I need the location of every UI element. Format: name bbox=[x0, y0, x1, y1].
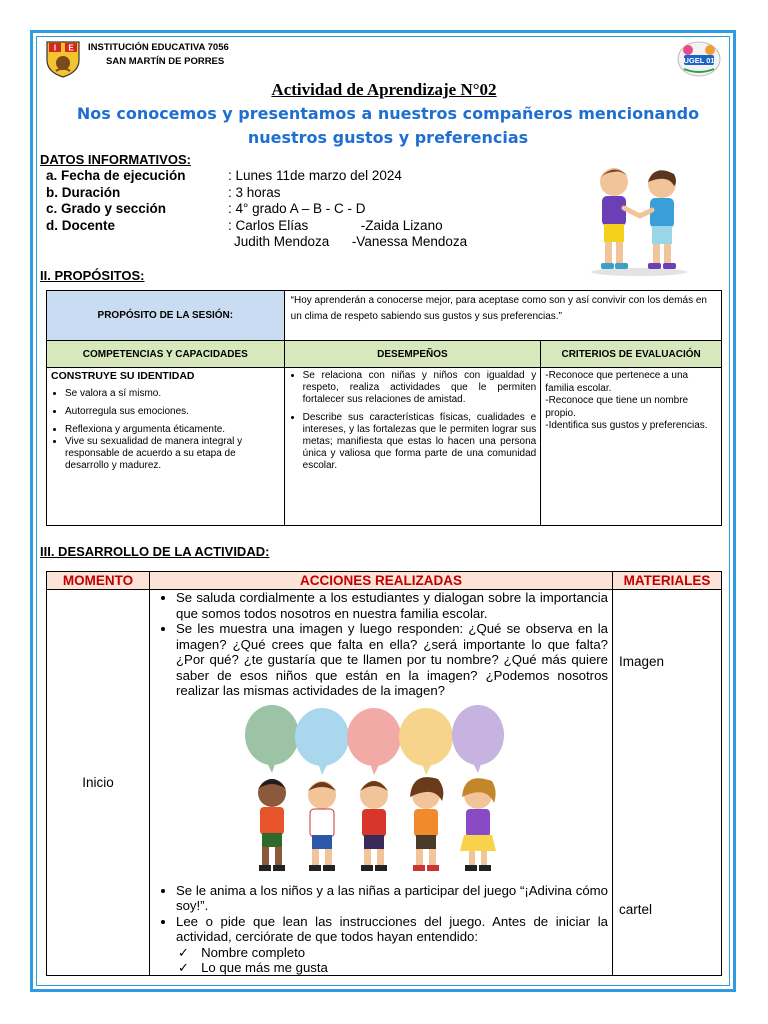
acciones-cell bbox=[150, 590, 613, 976]
desempeno-item: • Se relaciona con niñas y niños con igualdad y respeto, realiza actividades que le permiten fortalecer sus relaciones de amistad. bbox=[303, 370, 537, 406]
competencia-title: CONSTRUYE SU IDENTIDAD bbox=[51, 370, 195, 382]
ugel-logo-text: UGEL 01 bbox=[683, 56, 715, 65]
datos-row bbox=[46, 201, 443, 218]
propositos-table bbox=[46, 290, 722, 526]
datos-value: : 4° grado A – B - C - D bbox=[228, 201, 366, 216]
criterio-item: -Identifica sus gustos y preferencias. bbox=[545, 420, 708, 431]
materiales-cell bbox=[613, 590, 722, 976]
child-4 bbox=[410, 777, 443, 871]
docentes-extra: Judith Mendoza -Vanessa Mendoza bbox=[234, 234, 468, 249]
page-title: Actividad de Aprendizaje N°02 bbox=[271, 80, 497, 99]
check-item: ✓ Nombre completo bbox=[178, 945, 608, 960]
speech-bubbles bbox=[245, 705, 504, 775]
col-header-desempenos: DESEMPEÑOS bbox=[284, 341, 541, 368]
purpose-label: PROPÓSITO DE LA SESIÓN: bbox=[47, 291, 285, 341]
page-subtitle: Nos conocemos y presentamos a nuestros compañeros mencionando nuestros gustos y preferencias bbox=[76, 104, 700, 147]
capacidad-item: • Se valora a sí mismo. bbox=[65, 388, 280, 400]
child-3 bbox=[360, 781, 388, 871]
datos-list bbox=[46, 168, 443, 234]
desarrollo-table bbox=[46, 571, 722, 976]
capacidad-item: • Reflexiona y argumenta éticamente. bbox=[65, 424, 280, 436]
datos-heading: DATOS INFORMATIVOS: bbox=[40, 152, 191, 167]
capacidad-item: • Autorregula sus emociones. bbox=[65, 406, 280, 418]
datos-row bbox=[46, 218, 443, 235]
children-speech-bubbles-illustration bbox=[242, 705, 506, 877]
school-line-2: SAN MARTÍN DE PORRES bbox=[106, 56, 225, 67]
ugel-logo bbox=[676, 40, 722, 78]
accion-item: • Lee o pide que lean las instrucciones del juego. Antes de iniciar la actividad, cerciórate de que todos hayan entendido: bbox=[176, 914, 608, 945]
datos-key: d. Docente bbox=[46, 217, 116, 233]
col-header-acciones: ACCIONES REALIZADAS bbox=[150, 572, 613, 590]
datos-value: : Carlos Elías -Zaida Lizano bbox=[228, 217, 443, 233]
child-5 bbox=[460, 778, 496, 871]
desempeno-item: • Describe sus características físicas, cualidades e intereses, y las fortalezas que le permiten lograr sus metas; manifiesta que estas lo hacen una persona única y valiosa que forma parte de una comunidad escolar. bbox=[303, 412, 537, 472]
criterios-cell bbox=[541, 368, 722, 526]
col-header-competencias: COMPETENCIAS Y CAPACIDADES bbox=[47, 341, 285, 368]
criterio-item: -Reconoce que tiene un nombre propio. bbox=[545, 395, 689, 419]
capacidad-item: • Vive su sexualidad de manera integral y responsable de acuerdo a su etapa de desarrollo y madurez. bbox=[65, 436, 280, 472]
child-1 bbox=[258, 779, 286, 871]
school-name bbox=[88, 41, 229, 69]
accion-item: • Se les muestra una imagen y luego responden: ¿Qué se observa en la imagen? ¿Qué crees que falta en ella? ¿será importante lo que falta? ¿Por qué? ¿te gustaría que te llamen por tu nombre? ¿Qué más quiere saber de esos niños que están en la imagen? ¿Podemos nosotros realizar las mismas actividades de la imagen? bbox=[176, 621, 608, 699]
desarrollo-heading: III. DESARROLLO DE LA ACTIVIDAD: bbox=[40, 544, 270, 559]
material-item: Imagen bbox=[619, 654, 665, 669]
desempenos-cell bbox=[284, 368, 541, 526]
datos-key: a. Fecha de ejecución bbox=[46, 168, 186, 183]
crest-letter-e: E bbox=[68, 43, 74, 53]
datos-row bbox=[46, 168, 443, 185]
col-header-criterios: CRITERIOS DE EVALUACIÓN bbox=[541, 341, 722, 368]
check-item: ✓ Lo que más me gusta bbox=[178, 960, 608, 975]
purpose-text: “Hoy aprenderán a conocerse mejor, para aceptase como son y así convivir con los demás en un clima de respeto sabiendo sus gustos y sus preferencias.” bbox=[284, 291, 721, 341]
propositos-heading: II. PROPÓSITOS: bbox=[40, 268, 145, 283]
datos-key: c. Grado y sección bbox=[46, 201, 167, 216]
col-header-momento: MOMENTO bbox=[47, 572, 150, 590]
datos-row bbox=[46, 185, 443, 202]
crest-letter-i: I bbox=[53, 43, 57, 53]
datos-key: b. Duración bbox=[46, 184, 121, 200]
competencias-cell bbox=[47, 368, 285, 526]
kids-handshake-illustration bbox=[584, 160, 694, 278]
material-item: cartel bbox=[619, 902, 653, 917]
accion-item: • Se saluda cordialmente a los estudiantes y dialogan sobre la importancia que somos todos nosotros en nuestra familia escolar. bbox=[176, 590, 608, 621]
datos-value: : 3 horas bbox=[228, 184, 281, 200]
accion-item: • Se le anima a los niños y a las niñas a participar del juego “¡Adivina cómo soy!”. bbox=[176, 883, 608, 914]
datos-value: : Lunes 11de marzo del 2024 bbox=[228, 168, 402, 183]
child-2 bbox=[308, 781, 336, 871]
criterio-item: -Reconoce que pertenece a una familia escolar. bbox=[545, 370, 689, 394]
col-header-materiales: MATERIALES bbox=[613, 572, 722, 590]
school-line-1: INSTITUCIÓN EDUCATIVA 7056 bbox=[88, 42, 229, 53]
school-crest-logo bbox=[44, 38, 82, 78]
momento-inicio: Inicio bbox=[47, 590, 150, 976]
